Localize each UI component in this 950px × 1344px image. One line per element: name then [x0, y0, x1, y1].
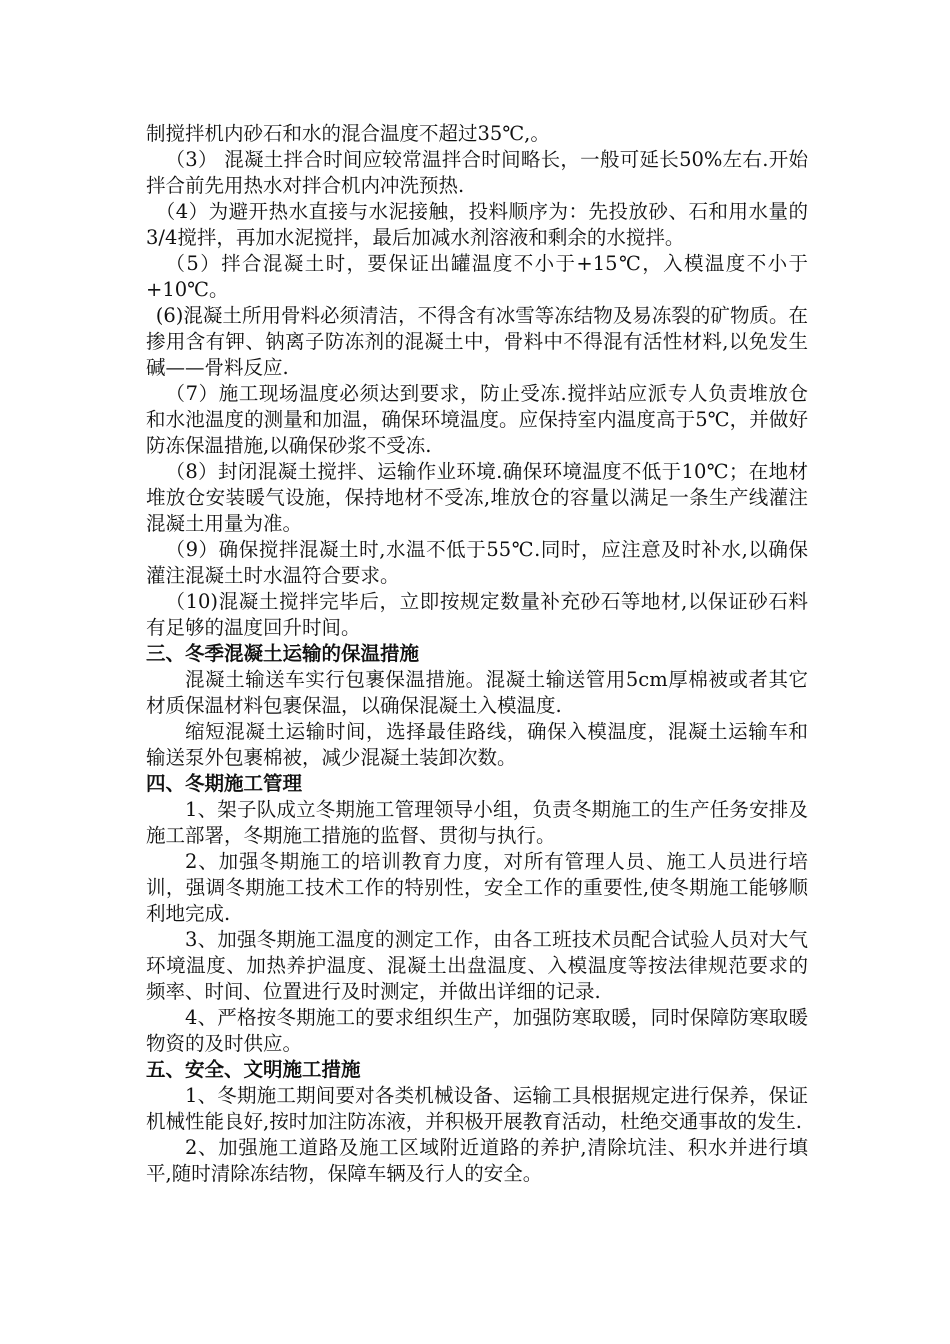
paragraph: 3、加强冬期施工温度的测定工作，由各工班技术员配合试验人员对大气环境温度、加热养护温度、混凝土出盘温度、入模温度等按法律规范要求的频率、时间、位置进行及时测定，并做出详细的记录. [146, 928, 808, 1003]
paragraph: (6)混凝土所用骨料必须清洁，不得含有冰雪等冻结物及易冻裂的矿物质。在掺用含有钾、钠离子防冻剂的混凝土中，骨料中不得混有活性材料,以免发生碱——骨料反应. [146, 304, 808, 379]
paragraph: 缩短混凝土运输时间，选择最佳路线，确保入模温度，混凝土运输车和输送泵外包裹棉被，减少混凝土装卸次数。 [146, 720, 808, 769]
paragraph: 2、加强冬期施工的培训教育力度，对所有管理人员、施工人员进行培训，强调冬期施工技术工作的特别性，安全工作的重要性,使冬期施工能够顺利地完成. [146, 850, 808, 925]
paragraph: 2、加强施工道路及施工区域附近道路的养护,清除坑洼、积水并进行填平,随时清除冻结物，保障车辆及行人的安全。 [146, 1136, 808, 1185]
paragraph: 1、架子队成立冬期施工管理领导小组，负责冬期施工的生产任务安排及施工部署，冬期施工措施的监督、贯彻与执行。 [146, 798, 808, 847]
paragraph: （10)混凝土搅拌完毕后，立即按规定数量补充砂石等地材,以保证砂石料有足够的温度回升时间。 [146, 590, 808, 639]
paragraph: （7）施工现场温度必须达到要求，防止受冻.搅拌站应派专人负责堆放仓和水池温度的测量和加温，确保环境温度。应保持室内温度高于5℃，并做好防冻保温措施,以确保砂浆不受冻. [146, 382, 808, 457]
paragraph: 混凝土输送车实行包裹保温措施。混凝土输送管用5cm厚棉被或者其它材质保温材料包裹保温，以确保混凝土入模温度. [146, 668, 808, 717]
section-heading: 四、冬期施工管理 [146, 772, 303, 795]
paragraph: （8）封闭混凝土搅拌、运输作业环境.确保环境温度不低于10℃；在地材堆放仓安装暖气设施，保持地材不受冻,堆放仓的容量以满足一条生产线灌注混凝土用量为准。 [146, 460, 808, 535]
section-heading: 五、安全、文明施工措施 [146, 1058, 361, 1081]
document-body [146, 121, 808, 1187]
paragraph: （3） 混凝土拌合时间应较常温拌合时间略长，一般可延长50%左右.开始拌合前先用热水对拌合机内冲洗预热. [146, 148, 808, 197]
paragraph: （9）确保搅拌混凝土时,水温不低于55℃.同时，应注意及时补水,以确保灌注混凝土时水温符合要求。 [146, 538, 808, 587]
paragraph: 1、冬期施工期间要对各类机械设备、运输工具根据规定进行保养，保证机械性能良好,按时加注防冻液，并积极开展教育活动，杜绝交通事故的发生. [146, 1084, 808, 1133]
paragraph: （4）为避开热水直接与水泥接触，投料顺序为：先投放砂、石和用水量的3/4搅拌，再加水泥搅拌，最后加减水剂溶液和剩余的水搅拌。 [146, 200, 808, 249]
paragraph: （5）拌合混凝土时，要保证出罐温度不小于+15℃，入模温度不小于+10℃。 [146, 252, 808, 301]
paragraph: 4、严格按冬期施工的要求组织生产，加强防寒取暖，同时保障防寒取暖物资的及时供应。 [146, 1006, 808, 1055]
section-heading: 三、冬季混凝土运输的保温措施 [146, 642, 420, 665]
paragraph: 制搅拌机内砂石和水的混合温度不超过35℃,。 [146, 122, 550, 145]
